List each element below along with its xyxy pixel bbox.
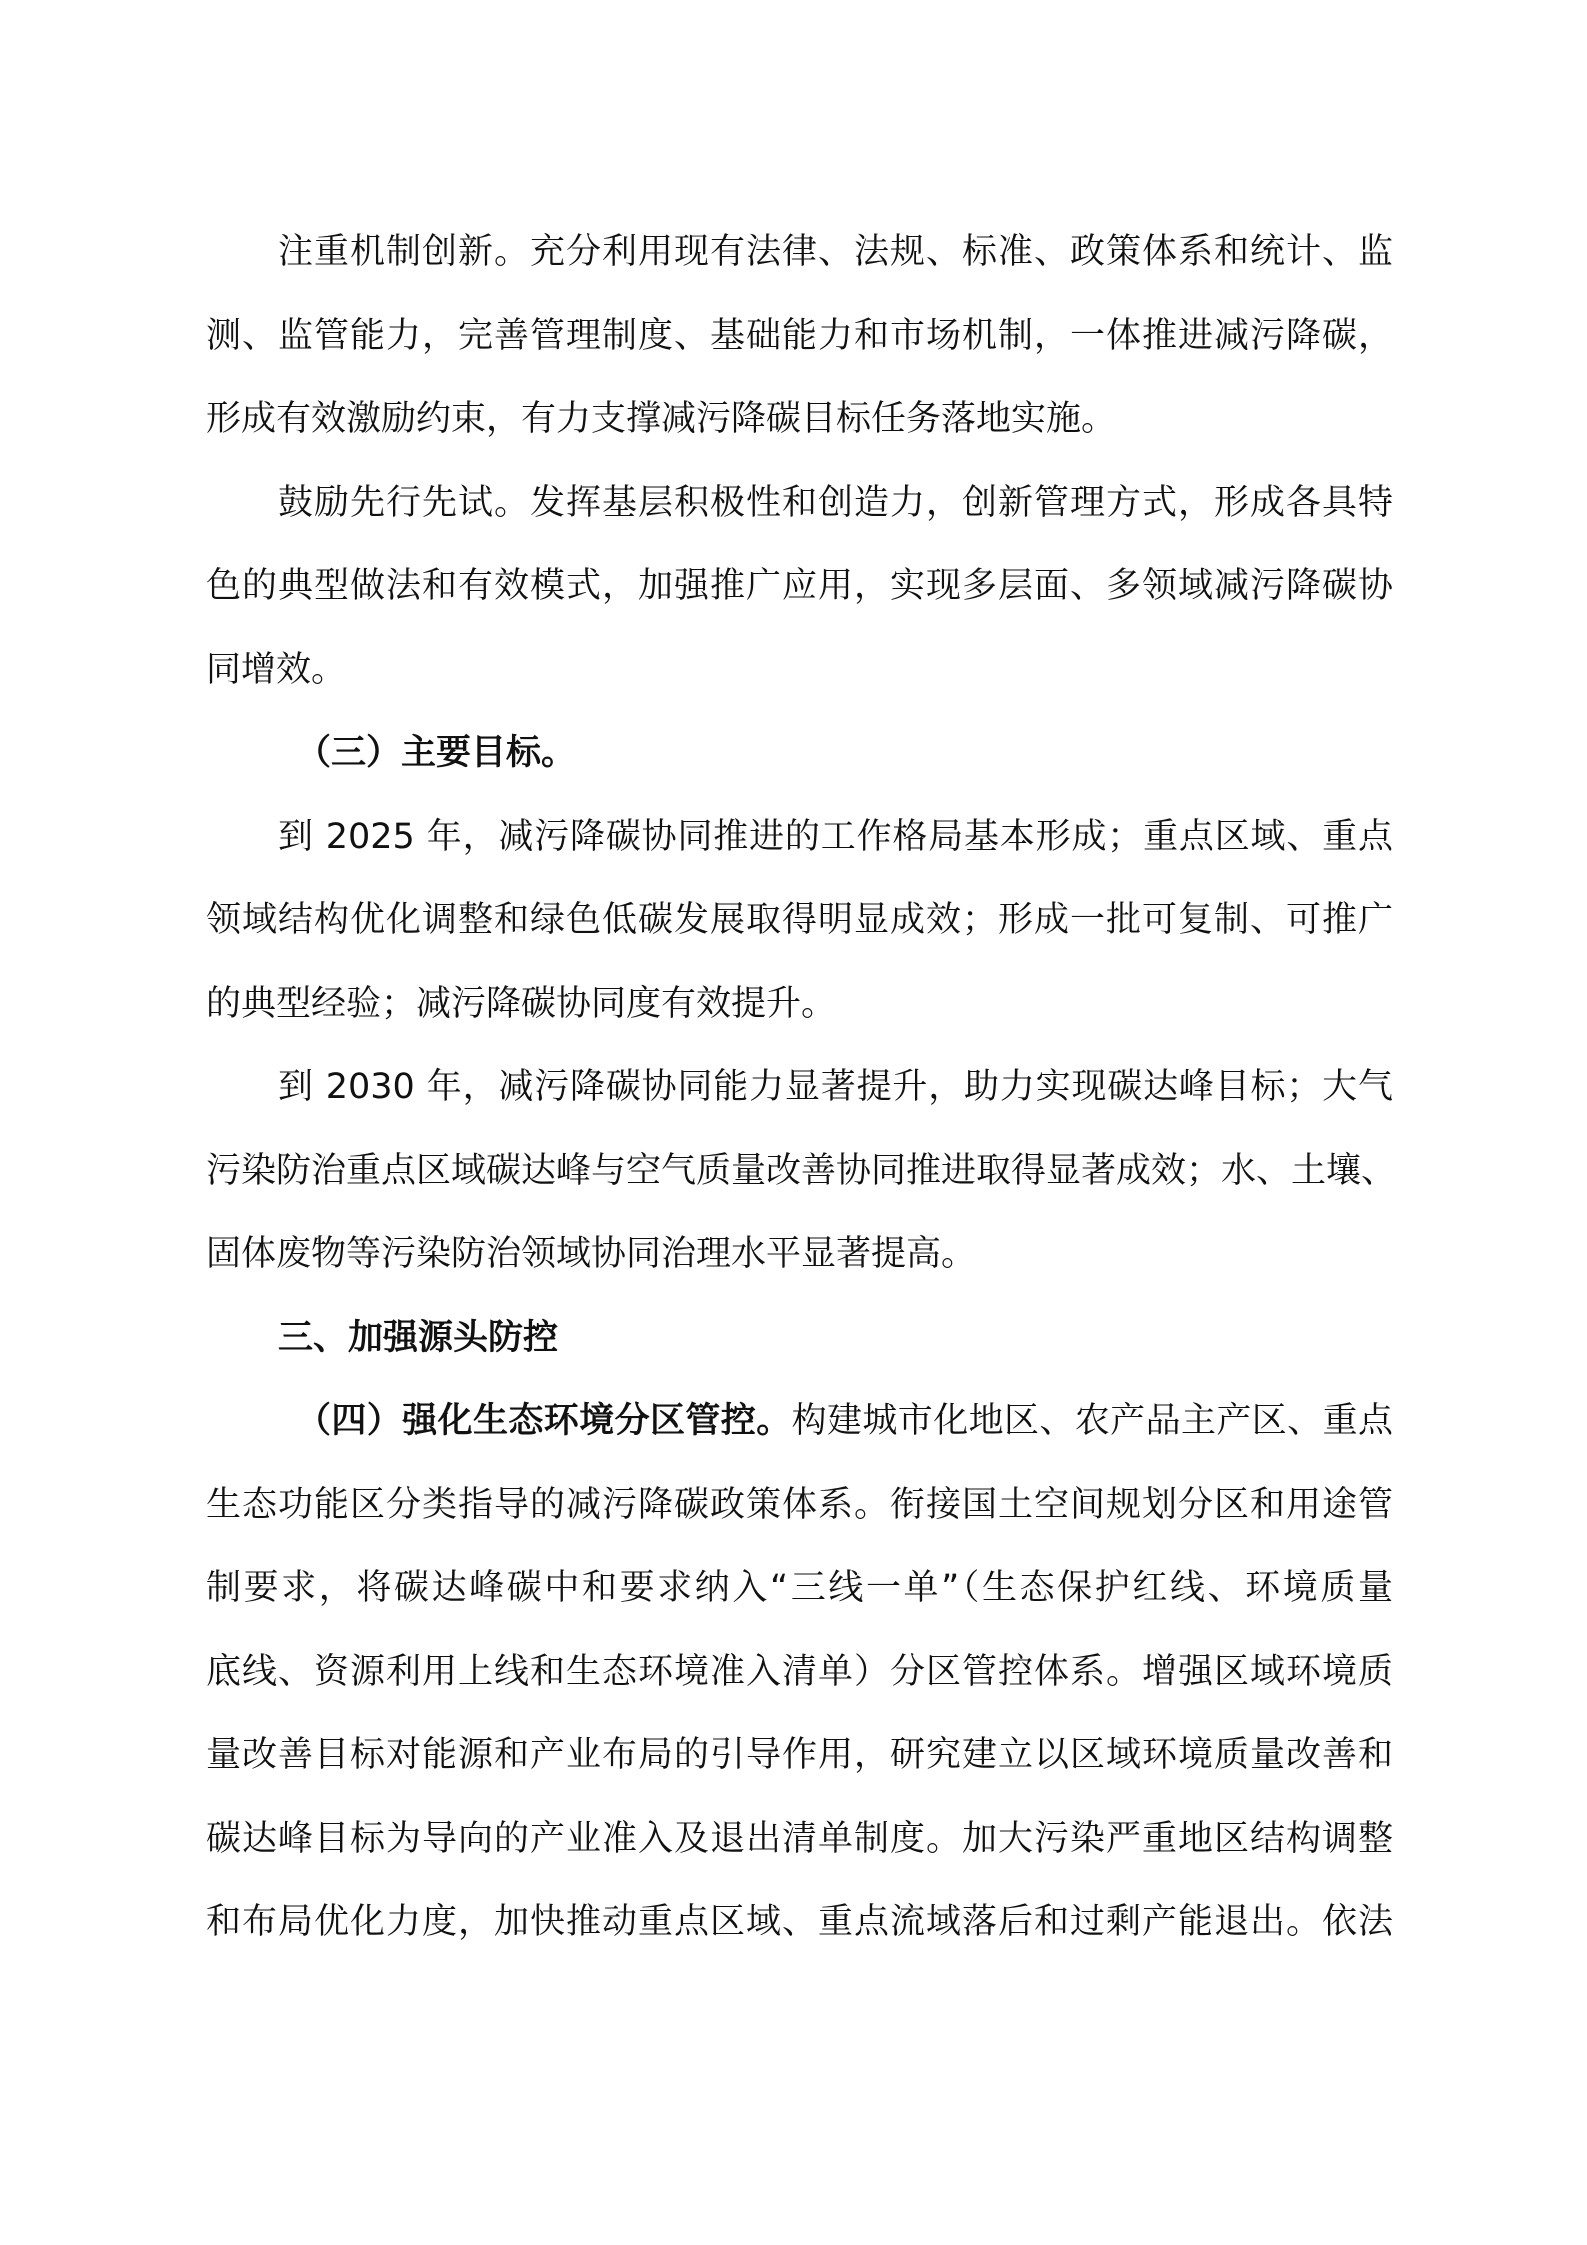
text-line: 污染防治重点区域碳达峰与空气质量改善协同推进取得显著成效；水、土壤、	[206, 1150, 1397, 1191]
text-line: 鼓励先行先试。发挥基层积极性和创造力，创新管理方式，形成各具特	[278, 482, 1393, 523]
text-line: 测、监管能力，完善管理制度、基础能力和市场机制，一体推进减污降碳，	[206, 315, 1393, 356]
text-line: 制要求，将碳达峰碳中和要求纳入“三线一单”（生态保护红线、环境质量	[206, 1568, 1393, 1608]
text-line: 注重机制创新。充分利用现有法律、法规、标准、政策体系和统计、监	[278, 232, 1393, 272]
paragraph-pilot-encouragement	[206, 462, 1393, 713]
paragraph-goals-2025	[206, 796, 1393, 1047]
document-page	[206, 211, 1397, 1965]
text-line: 色的典型做法和有效模式，加强推广应用，实现多层面、多领域减污降碳协	[206, 566, 1393, 606]
text-line: 量改善目标对能源和产业布局的引导作用，研究建立以区域环境质量改善和	[206, 1735, 1393, 1775]
paragraph-zoning-control	[206, 1380, 1393, 1965]
text-line: 到 2025 年，减污降碳协同推进的工作格局基本形成；重点区域、重点	[278, 816, 1393, 857]
text-line: 固体废物等污染防治领域协同治理水平显著提高。	[206, 1234, 977, 1274]
text-line: 同增效。	[206, 649, 347, 690]
text-line: 生态功能区分类指导的减污降碳政策体系。衔接国土空间规划分区和用途管	[206, 1484, 1393, 1525]
text-line: 形成有效激励约束，有力支撑减污降碳目标任务落地实施。	[206, 399, 1117, 439]
text-line: 碳达峰目标为导向的产业准入及退出清单制度。加大污染严重地区结构调整	[206, 1818, 1393, 1859]
text-line: 底线、资源利用上线和生态环境准入清单）分区管控体系。增强区域环境质	[206, 1651, 1393, 1692]
paragraph-goals-2030	[206, 1046, 1397, 1297]
section-heading: 三、加强源头防控	[278, 1317, 559, 1358]
text-run: 构建城市化地区、农产品主产区、重点	[791, 1401, 1393, 1441]
text-line	[206, 1380, 1393, 1464]
text-line: 领域结构优化调整和绿色低碳发展取得明显成效；形成一批可复制、可推广	[206, 900, 1393, 940]
paragraph-lead-heading: （四）强化生态环境分区管控。	[296, 1401, 792, 1441]
paragraph-mechanism-innovation	[206, 211, 1393, 462]
text-line: 的典型经验；减污降碳协同度有效提升。	[206, 983, 837, 1024]
text-line: 到 2030 年，减污降碳协同能力显著提升，助力实现碳达峰目标；大气	[278, 1067, 1393, 1107]
text-line: 和布局优化力度，加快推动重点区域、重点流域落后和过剩产能退出。依法	[206, 1902, 1393, 1942]
subheading-main-goals: （三）主要目标。	[296, 733, 577, 773]
